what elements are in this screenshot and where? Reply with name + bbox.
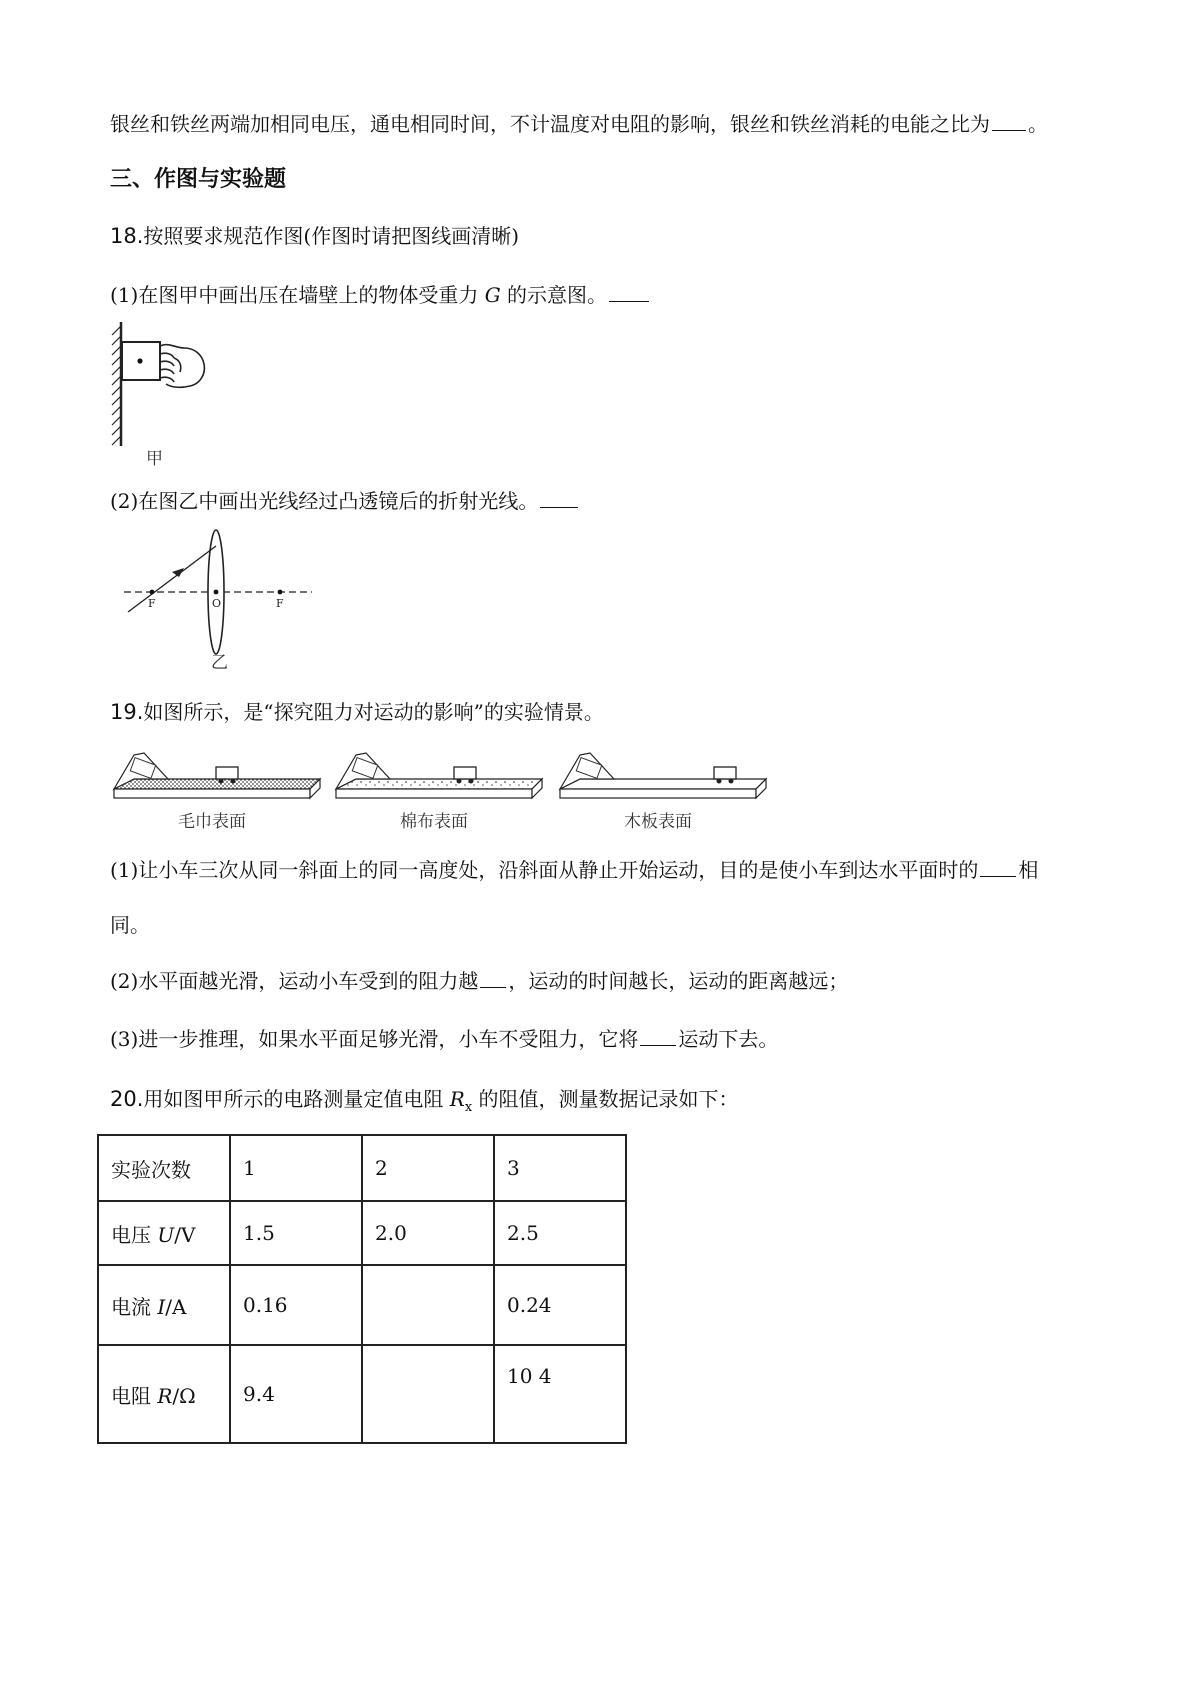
q17-text-before: 银丝和铁丝两端加相同电压，通电相同时间，不计温度对电阻的影响，银丝和铁丝消耗的电能之比为 [110, 112, 990, 136]
table-row-voltage [98, 1201, 626, 1265]
header-unit: /A [165, 1294, 187, 1319]
header-text: 电阻 [111, 1383, 158, 1408]
q20-stem-before: 用如图甲所示的电路测量定值电阻 [143, 1087, 450, 1111]
q19-part1-after: 相 [1018, 858, 1039, 882]
table-cell: 2.5 [494, 1201, 626, 1265]
table-cell: 0.16 [230, 1265, 362, 1345]
answer-blank[interactable] [540, 489, 578, 508]
incident-ray [128, 546, 216, 612]
table-cell-blank[interactable] [362, 1345, 494, 1443]
q18-stem: 按照要求规范作图(作图时请把图线画清晰) [143, 224, 520, 248]
surface-label-cotton: 棉布表面 [400, 812, 468, 832]
q19-stem: 如图所示，是“探究阻力对运动的影响”的实验情景。 [143, 700, 604, 724]
table-cell: 2.0 [362, 1201, 494, 1265]
answer-blank[interactable] [992, 112, 1026, 131]
q20-var: R [449, 1087, 465, 1111]
measurement-table [97, 1134, 627, 1444]
q18-number: 18. [110, 224, 144, 248]
header-var: R [157, 1383, 173, 1408]
q19-part3-line [110, 1025, 778, 1053]
table-cell: 1 [230, 1135, 362, 1201]
q19-part1-line2: 同。 [110, 913, 150, 937]
q20-number: 20. [110, 1087, 144, 1111]
setup-towel [114, 753, 320, 832]
focus-right-dot [278, 590, 283, 595]
answer-blank[interactable] [480, 969, 506, 988]
q19-part3-after: 运动下去。 [678, 1027, 779, 1051]
q17-text-after: 。 [1028, 112, 1048, 136]
setup-wood [560, 753, 766, 832]
answer-blank[interactable] [609, 283, 649, 302]
surface-label-towel: 毛巾表面 [178, 812, 246, 832]
center-dot [137, 358, 142, 363]
header-unit: /Ω [172, 1383, 196, 1408]
q19-stem-line [110, 698, 604, 726]
table-row-header: 实验次数 [98, 1135, 230, 1201]
optical-center-dot [214, 590, 219, 595]
q18-part2-line [110, 487, 580, 515]
header-var: I [157, 1294, 166, 1319]
header-unit: /V [174, 1222, 196, 1247]
table-row-header [98, 1345, 230, 1443]
table-cell: 2 [362, 1135, 494, 1201]
q20-var-sub: x [464, 1100, 473, 1115]
header-text: 电流 [111, 1294, 158, 1319]
ramp-figures [110, 745, 790, 835]
q18-part1-var: G [484, 283, 501, 307]
section-heading: 三、作图与实验题 [110, 167, 287, 192]
q18-part2-text: (2)在图乙中画出光线经过凸透镜后的折射光线。 [110, 489, 539, 513]
hand-graphic [160, 345, 204, 388]
wall-graphic [112, 322, 121, 446]
q18-part1-line [110, 281, 651, 309]
setup-cotton [336, 753, 542, 832]
q19-number: 19. [110, 700, 144, 724]
figure-jia-caption: 甲 [146, 449, 163, 468]
answer-blank[interactable] [640, 1027, 676, 1046]
q17-tail-line [110, 110, 1048, 138]
figure-yi [108, 522, 318, 672]
figure-jia [108, 318, 238, 468]
q18-part1-suffix: 的示意图。 [500, 283, 608, 307]
table-cell-blank[interactable] [362, 1265, 494, 1345]
q20-stem-line [110, 1085, 739, 1122]
q19-part1-line1 [110, 856, 1038, 884]
q18-part1-prefix: (1)在图甲中画出压在墙壁上的物体受重力 [110, 283, 485, 307]
q19-part2-after: ，运动的时间越长，运动的距离越远； [508, 969, 849, 993]
table-cell: 1.5 [230, 1201, 362, 1265]
table-cell: 9.4 [230, 1345, 362, 1443]
table-row-resistance [98, 1345, 626, 1443]
figure-yi-caption: 乙 [211, 653, 228, 672]
table-row-current [98, 1265, 626, 1345]
q19-part2-line [110, 967, 848, 995]
q19-part2-before: (2)水平面越光滑，运动小车受到的阻力越 [110, 969, 479, 993]
label-f-left: F [148, 597, 156, 610]
table-cell: 0.24 [494, 1265, 626, 1345]
q18-stem-line [110, 222, 519, 250]
table-row-header [98, 1201, 230, 1265]
answer-blank[interactable] [980, 858, 1016, 877]
header-var: U [157, 1222, 175, 1247]
table-cell: 3 [494, 1135, 626, 1201]
table-cell: 10 4 [494, 1345, 626, 1443]
table-row-header [98, 1265, 230, 1345]
q19-part3-before: (3)进一步推理，如果水平面足够光滑，小车不受阻力，它将 [110, 1027, 639, 1051]
header-text: 电压 [111, 1222, 158, 1247]
surface-label-wood: 木板表面 [624, 812, 692, 832]
focus-left-dot [150, 590, 155, 595]
ray-arrow-icon [172, 568, 184, 577]
label-o: O [212, 597, 222, 610]
table-row-trial [98, 1135, 626, 1201]
q20-stem-after: 的阻值，测量数据记录如下： [472, 1087, 739, 1111]
label-f-right: F [276, 597, 284, 610]
q19-part1-before: (1)让小车三次从同一斜面上的同一高度处，沿斜面从静止开始运动，目的是使小车到达水平面时的 [110, 858, 979, 882]
